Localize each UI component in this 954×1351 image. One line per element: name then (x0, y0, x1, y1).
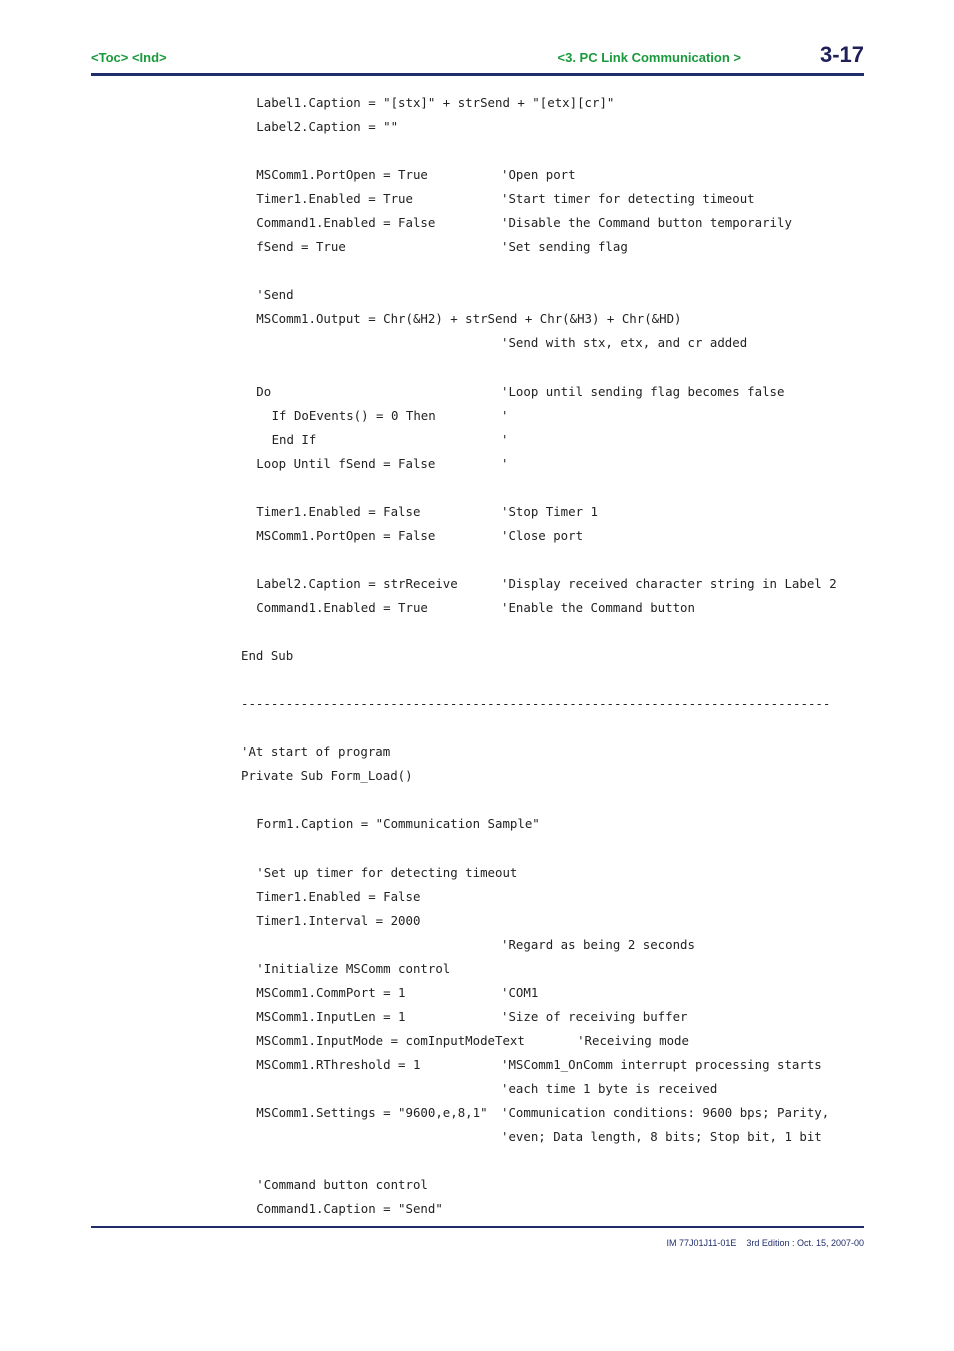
code-comment: ' (501, 407, 509, 423)
code-line (241, 740, 864, 764)
code-text: If DoEvents() = 0 Then (271, 407, 436, 423)
code-comment: 'Regard as being 2 seconds (501, 936, 695, 952)
code-comment: 'Set sending flag (501, 239, 628, 255)
code-text: 'Command button control (256, 1177, 428, 1193)
code-line (241, 91, 864, 115)
code-text: Form1.Caption = "Communication Sample" (256, 816, 540, 832)
code-comment: 'Close port (501, 527, 584, 543)
code-text: 'At start of program (241, 744, 391, 760)
code-line (241, 356, 864, 380)
code-line (241, 1029, 864, 1053)
code-line (241, 187, 864, 211)
code-line (241, 115, 864, 139)
code-line (241, 644, 864, 668)
code-comment: ' (501, 455, 509, 471)
code-comment: 'Size of receiving buffer (501, 1008, 688, 1024)
code-line (241, 1101, 864, 1125)
code-text: End If (271, 431, 317, 447)
code-text: Timer1.Enabled = False (256, 503, 421, 519)
footer-rule (91, 1226, 864, 1228)
code-line (241, 1149, 864, 1173)
code-text: MSComm1.Output = Chr(&H2) + strSend + Chr(&H3) + Chr(&HD) (256, 311, 682, 327)
code-line (241, 572, 864, 596)
code-comment: 'Display received character string in Label 2 (501, 575, 837, 591)
code-text: 'Set up timer for detecting timeout (256, 864, 518, 880)
page-number: 3-17 (819, 42, 864, 67)
code-line (241, 716, 864, 740)
code-text: 'Initialize MSComm control (256, 960, 451, 976)
code-line (241, 620, 864, 644)
code-comment: 'Send with stx, etx, and cr added (501, 335, 748, 351)
code-line (241, 1005, 864, 1029)
separator-line (241, 692, 863, 716)
code-line (241, 380, 864, 404)
code-text: MSComm1.InputMode = comInputModeText 'Receiving mode (256, 1032, 689, 1048)
code-text: Private Sub Form_Load() (241, 768, 413, 784)
code-line (241, 1173, 864, 1197)
edition-info: 3rd Edition : Oct. 15, 2007-00 (746, 1238, 864, 1248)
code-line (241, 283, 864, 307)
code-line (241, 211, 864, 235)
code-listing (241, 91, 864, 1221)
code-text: Label1.Caption = "[stx]" + strSend + "[etx][cr]" (256, 95, 615, 110)
code-line (241, 476, 864, 500)
code-line (241, 668, 864, 692)
code-line (241, 428, 864, 452)
code-comment: 'Disable the Command button temporarily (501, 215, 792, 231)
code-line (241, 836, 864, 860)
code-text: 'Send (256, 287, 294, 303)
separator-text: ------------------------------------------------------------------------------- (241, 696, 831, 712)
code-comment: 'Enable the Command button (501, 599, 695, 615)
page-footer (667, 1238, 864, 1248)
code-text: Label2.Caption = strReceive (256, 575, 458, 591)
nav-links (91, 50, 167, 65)
code-text: MSComm1.PortOpen = True (256, 167, 428, 183)
code-comment: 'Loop until sending flag becomes false (501, 383, 785, 399)
code-line (241, 1077, 864, 1101)
code-line (241, 259, 864, 283)
code-line (241, 548, 864, 572)
code-text: End Sub (241, 648, 294, 664)
code-line (241, 909, 864, 933)
page-header (91, 40, 864, 76)
code-text: Timer1.Enabled = True (256, 191, 413, 207)
code-text: MSComm1.Settings = "9600,e,8,1" (256, 1104, 488, 1120)
code-line (241, 235, 864, 259)
code-line (241, 812, 864, 836)
code-comment: 'Start timer for detecting timeout (501, 191, 755, 207)
code-line (241, 1197, 864, 1221)
chapter-link[interactable]: <3. PC Link Communication > (557, 50, 741, 65)
code-text: Command1.Caption = "Send" (256, 1201, 443, 1217)
code-text: Timer1.Enabled = False (256, 888, 421, 904)
code-line (241, 500, 864, 524)
code-comment: 'even; Data length, 8 bits; Stop bit, 1 bit (501, 1129, 822, 1145)
header-rule (91, 73, 864, 76)
code-line (241, 596, 864, 620)
code-text: MSComm1.InputLen = 1 (256, 1008, 406, 1024)
code-line (241, 307, 864, 331)
code-comment: 'each time 1 byte is received (501, 1080, 718, 1096)
code-text: MSComm1.PortOpen = False (256, 527, 436, 543)
code-comment: 'Open port (501, 167, 576, 183)
code-line (241, 861, 864, 885)
code-line (241, 452, 864, 476)
code-line (241, 981, 864, 1005)
code-line (241, 163, 864, 187)
code-text: Loop Until fSend = False (256, 455, 436, 471)
ind-link[interactable]: <Ind> (131, 50, 167, 65)
code-comment: 'MSComm1_OnComm interrupt processing starts (501, 1056, 822, 1072)
code-text: MSComm1.RThreshold = 1 (256, 1056, 421, 1072)
code-text: MSComm1.CommPort = 1 (256, 984, 406, 1000)
code-comment: 'COM1 (501, 984, 539, 1000)
code-line (241, 885, 864, 909)
code-line (241, 933, 864, 957)
document-id: IM 77J01J11-01E (666, 1238, 737, 1248)
toc-link[interactable]: <Toc> (91, 50, 129, 65)
code-line (241, 1053, 864, 1077)
code-text: Command1.Enabled = True (256, 599, 428, 615)
code-text: Timer1.Interval = 2000 (256, 912, 421, 928)
code-text: fSend = True (256, 239, 346, 255)
code-text: Command1.Enabled = False (256, 215, 436, 231)
code-line (241, 788, 864, 812)
code-line (241, 764, 864, 788)
code-comment: 'Stop Timer 1 (501, 503, 598, 519)
code-line (241, 957, 864, 981)
code-line (241, 404, 864, 428)
code-line (241, 139, 864, 163)
code-text: Do (256, 383, 272, 399)
code-text: Label2.Caption = "" (256, 119, 399, 135)
code-line (241, 1125, 864, 1149)
code-comment: ' (501, 431, 509, 447)
code-line (241, 331, 864, 355)
code-line (241, 524, 864, 548)
code-comment: 'Communication conditions: 9600 bps; Parity, (501, 1104, 830, 1120)
